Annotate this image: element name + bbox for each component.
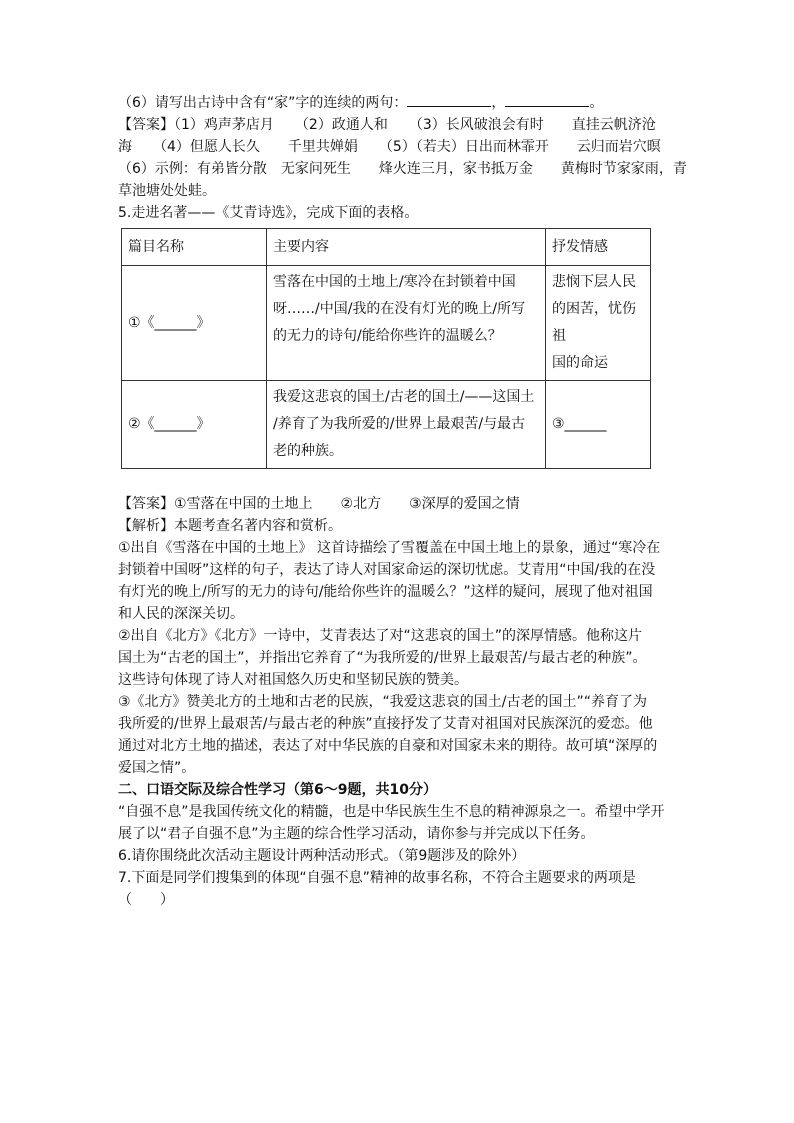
content-line: 雪落在中国的土地上/寒冷在封锁着中国 xyxy=(273,274,516,290)
analysis-line: 这些诗句体现了诗人对祖国悠久历史和坚韧民族的赞美。 xyxy=(118,672,468,688)
separator-comma: ， xyxy=(491,95,506,111)
question-5-title: 5.走进名著——《艾青诗选》，完成下面的表格。 xyxy=(118,205,419,221)
section-2-heading: 二、口语交际及综合性学习（第6～9题，共10分） xyxy=(118,782,437,798)
row-2-emotion[interactable] xyxy=(546,381,651,469)
analysis-line: 和人民的深深关切。 xyxy=(118,606,244,622)
row-1-content xyxy=(267,266,546,381)
analysis-line: 有灯光的晚上/所写的无力的诗句/能给你些许的温暖么？”这样的疑问，展现了他对祖国 xyxy=(118,584,653,600)
analysis-line: ①出自《雪落在中国的土地上》 这首诗描绘了雪覆盖在中国土地上的景象，通过“寒冷在 xyxy=(118,540,661,556)
header-content: 主要内容 xyxy=(267,229,546,266)
answer-line-3: （6）示例：有弟皆分散 无家问死生 烽火连三月，家书抵万金 黄梅时节家家雨，青 xyxy=(118,161,687,177)
question-6-prompt: （6）请写出古诗中含有“家”字的连续的两句： xyxy=(118,95,408,111)
spacer xyxy=(118,469,678,493)
content-line: 呀……/中国/我的在没有灯光的晚上/所写 xyxy=(273,301,526,317)
content-line: 的无力的诗句/能给你些许的温暖么？ xyxy=(273,328,502,344)
question-6-poem xyxy=(118,92,678,114)
table-row xyxy=(122,381,651,469)
analysis-line: 我所爱的/世界上最艰苦/与最古老的种族”直接抒发了艾青对祖国对民族深沉的爱恋。他 xyxy=(118,716,653,732)
question-7-answer-bracket[interactable]: （ ） xyxy=(118,892,174,908)
analysis-label: 【解析】 xyxy=(118,518,174,534)
answer-label: 【答案】 xyxy=(118,117,174,133)
header-emotion: 抒发情感 xyxy=(546,229,651,266)
answer-label: 【答案】 xyxy=(118,496,174,512)
emotion-line: 悲悯下层人民 xyxy=(552,274,636,290)
document-page xyxy=(118,92,687,911)
poetry-table xyxy=(121,228,651,469)
analysis-intro: 本题考查名著内容和赏析。 xyxy=(174,518,342,534)
question-7-text: 7.下面是同学们搜集到的体现“自强不息”精神的故事名称，不符合主题要求的两项是 xyxy=(118,870,636,886)
table-header-row xyxy=(122,229,651,266)
end-period: 。 xyxy=(589,95,604,111)
row-1-emotion xyxy=(546,266,651,381)
analysis-line: 国土为“古老的国土”，并指出它养育了“为我所爱的/世界上最艰苦/与最古老的种族”。 xyxy=(118,650,647,666)
table-row xyxy=(122,266,651,381)
answer-line-2: 海 （4）但愿人长久 千里共婵娟 （5）（若夫）日出而林霏开 云归而岩穴暝 xyxy=(118,139,661,155)
analysis-heading xyxy=(118,515,678,537)
question-6-text: 6.请你围绕此次活动主题设计两种活动形式。（第9题涉及的除外） xyxy=(118,848,526,864)
header-title: 篇目名称 xyxy=(122,229,267,266)
analysis-line: 通过对北方土地的描述，表达了对中华民族的自豪和对国家未来的期待。故可填“深厚的 xyxy=(118,738,658,754)
emotion-blank[interactable]: ③______ xyxy=(552,416,607,432)
content-line: 老的种族。 xyxy=(273,443,343,459)
row-2-title[interactable]: ②《______》 xyxy=(122,381,267,469)
analysis-line: ③《北方》赞美北方的土地和古老的民族，“我爱这悲哀的国土/古老的国土”“养育了为 xyxy=(118,694,648,710)
answer-2-line xyxy=(118,493,678,515)
answer-text: ①雪落在中国的土地上 ②北方 ③深厚的爱国之情 xyxy=(174,496,520,512)
section-2-intro: “自强不息”是我国传统文化的精髓，也是中华民族生生不息的精神源泉之一。希望中学开 xyxy=(118,804,665,820)
answer-blank-1[interactable] xyxy=(407,92,491,107)
analysis-line: 封锁着中国呀”这样的句子，表达了诗人对国家命运的深切忧虑。艾青用“中国/我的在没 xyxy=(118,562,656,578)
answer-line-4: 草池塘处处蛙。 xyxy=(118,183,216,199)
emotion-line: 的困苦，忧伤祖 xyxy=(552,301,636,344)
analysis-line: ②出自《北方》《北方》一诗中，艾青表达了对“这悲哀的国土”的深厚情感。他称这片 xyxy=(118,628,643,644)
content-line: 我爱这悲哀的国土/古老的国土/——这国土 xyxy=(273,389,535,405)
row-1-title[interactable]: ①《______》 xyxy=(122,266,267,381)
answer-text: （1）鸡声茅店月 （2）政通人和 （3）长风破浪会有时 直挂云帆济沧 xyxy=(174,117,656,133)
content-line: /养育了为我所爱的/世界上最艰苦/与最古 xyxy=(273,416,526,432)
answer-blank-2[interactable] xyxy=(505,92,589,107)
section-2-intro: 展了以“君子自强不息”为主题的综合性学习活动，请你参与并完成以下任务。 xyxy=(118,826,595,842)
analysis-line: 爱国之情”。 xyxy=(118,760,196,776)
row-2-content xyxy=(267,381,546,469)
emotion-line: 国的命运 xyxy=(552,355,608,371)
answer-line-1 xyxy=(118,114,678,136)
